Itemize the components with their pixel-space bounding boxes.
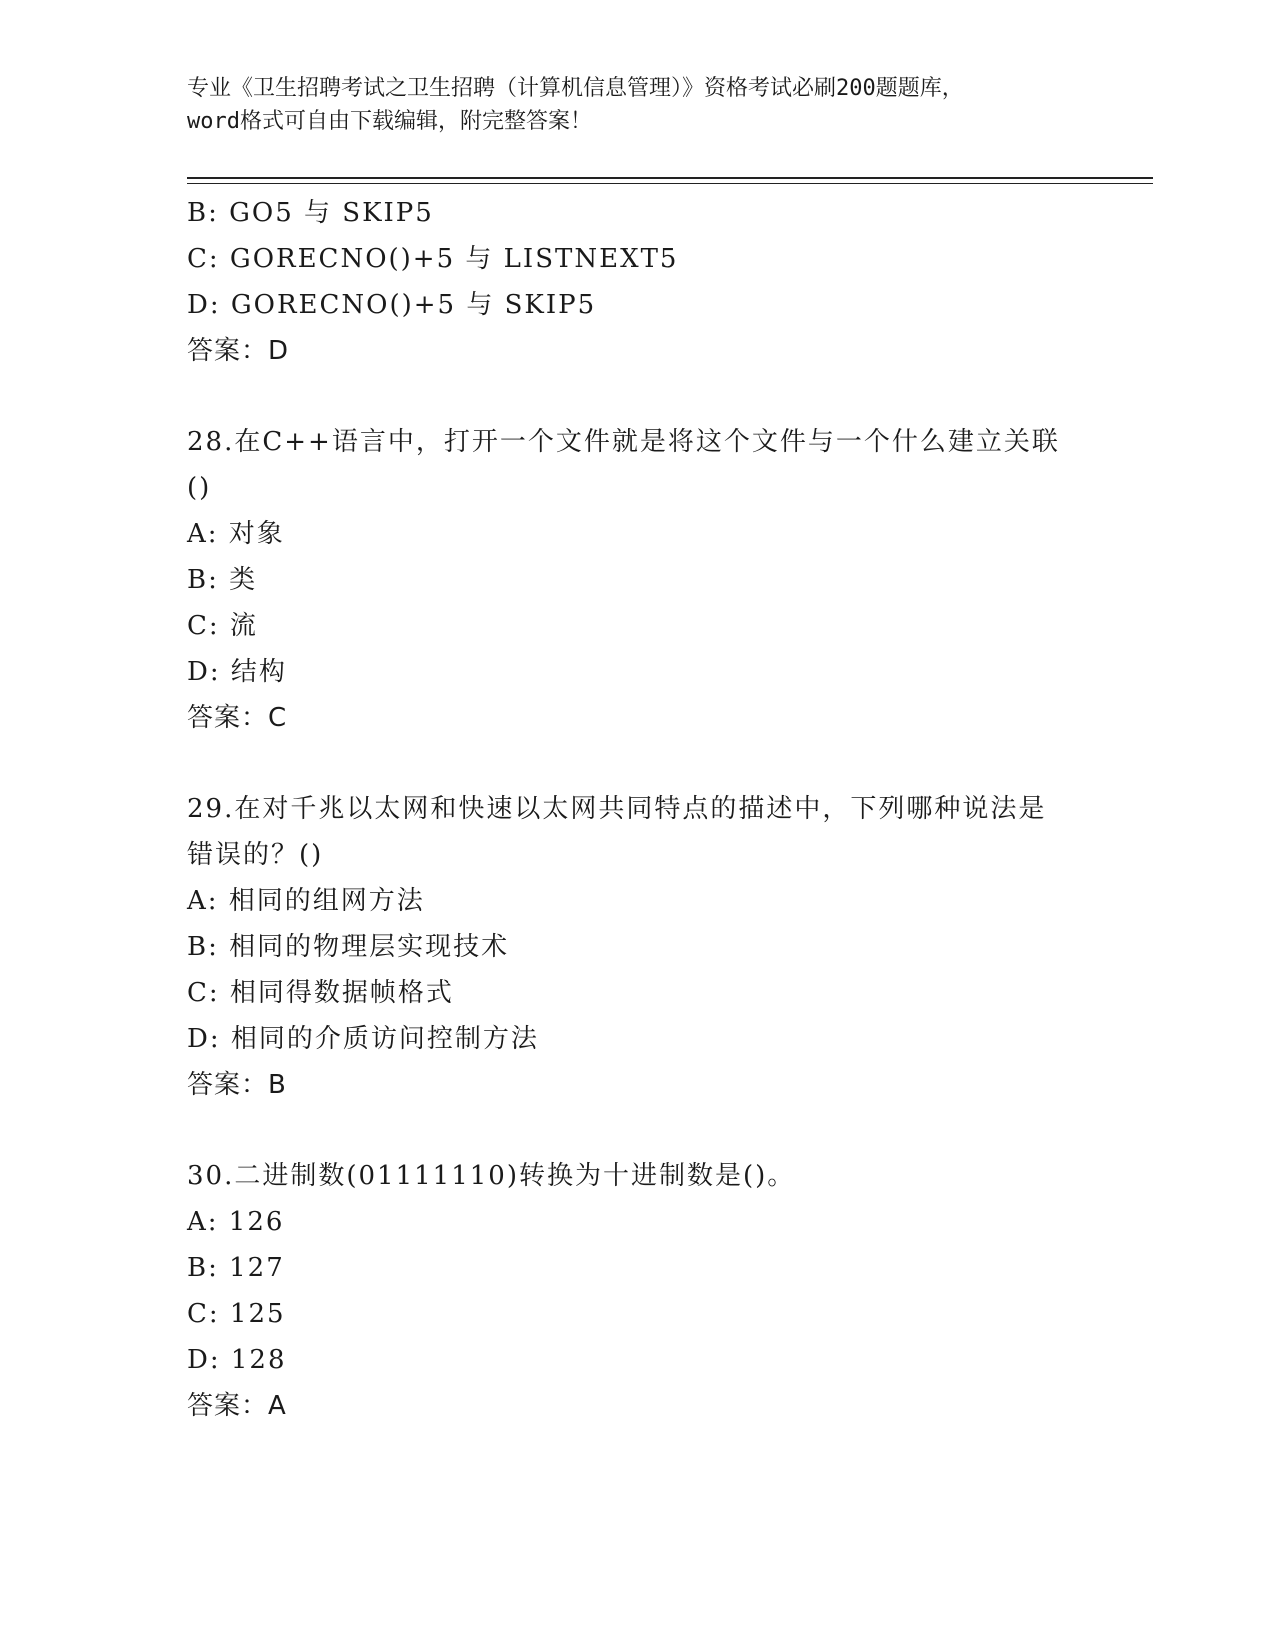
option-c: C: 125 (187, 1299, 286, 1329)
spacer (187, 1108, 1087, 1153)
answer-line: 答案：A (187, 1391, 287, 1421)
question-29 (187, 786, 1087, 1108)
option-c: C: GORECNO()+5 与 LISTNEXT5 (187, 244, 679, 274)
question-title: 29.在对千兆以太网和快速以太网共同特点的描述中，下列哪种说法是 (187, 794, 1047, 824)
option-c: C: 流 (187, 611, 258, 641)
header-divider-thin (187, 183, 1153, 184)
option-c: C: 相同得数据帧格式 (187, 978, 454, 1008)
answer-line: 答案：B (187, 1070, 287, 1100)
option-d: D: 结构 (187, 657, 287, 687)
answer-line: 答案：D (187, 336, 290, 366)
question-title-continued: 错误的？() (187, 840, 324, 870)
option-a: A: 126 (187, 1207, 285, 1237)
answer-line: 答案：C (187, 703, 288, 733)
question-title: 30.二进制数(01111110)转换为十进制数是()。 (187, 1161, 796, 1191)
question-content (187, 190, 1087, 1429)
option-b: B: 127 (187, 1253, 285, 1283)
question-30 (187, 1153, 1087, 1429)
option-a: A: 相同的组网方法 (187, 886, 425, 916)
document-header (187, 72, 1087, 138)
option-d: D: GORECNO()+5 与 SKIP5 (187, 290, 597, 320)
option-d: D: 相同的介质访问控制方法 (187, 1024, 539, 1054)
spacer (187, 374, 1087, 419)
option-b: B: 类 (187, 565, 258, 595)
option-b: B: GO5 与 SKIP5 (187, 198, 434, 228)
spacer (187, 741, 1087, 786)
question-27-continued (187, 190, 1087, 374)
header-line-1: 专业《卫生招聘考试之卫生招聘（计算机信息管理）》资格考试必刷200题题库， (187, 76, 964, 101)
question-28 (187, 419, 1087, 741)
option-a: A: 对象 (187, 519, 285, 549)
option-d: D: 128 (187, 1345, 287, 1375)
question-title: 28.在C++语言中，打开一个文件就是将这个文件与一个什么建立关联 (187, 427, 1060, 457)
header-divider-thick (187, 177, 1153, 179)
question-title-continued: () (187, 473, 212, 503)
option-b: B: 相同的物理层实现技术 (187, 932, 510, 962)
header-line-2: word格式可自由下载编辑，附完整答案！ (187, 109, 592, 134)
